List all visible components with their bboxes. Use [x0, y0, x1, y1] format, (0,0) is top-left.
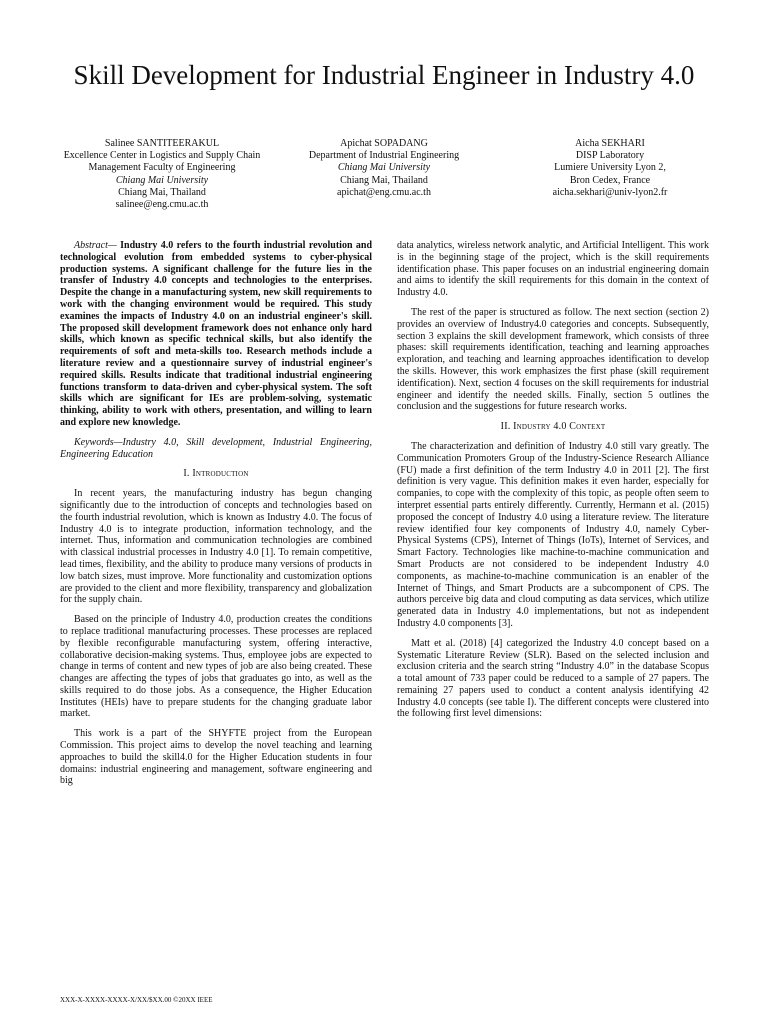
keywords: Keywords—Industry 4.0, Skill development, Industrial Engineering, Engineering Education — [60, 436, 372, 460]
paper-title: Skill Development for Industrial Engineer in Industry 4.0 — [73, 60, 695, 91]
author-email: salinee@eng.cmu.ac.th — [115, 199, 209, 211]
author-block — [272, 138, 496, 199]
paragraph: Matt et al. (2018) [4] categorized the Industry 4.0 concept based on a Systematic Literature Review (SLR). Based on the selected inclusion and exclusion criteria and the search string “Industry 4.0” in the database Scopus a total amount of 733 paper could be reduced to a sample of 27 papers. The remaining 27 papers used to conduct a content analysis identifying 42 Industry 4.0 concepts (see table I). The different concepts were clustered into the following first level dimensions: — [397, 637, 709, 720]
paragraph: Based on the principle of Industry 4.0, production creates the conditions to replace traditional manufacturing processes. These processes are replaced by flexible reconfigurable manufacturing system, offering interactive, collaborative decision-making systems. Thus, employee jobs are expected to change in terms of content and new types of job are also being created. These changes are affecting the types of jobs that graduates go into, as well as the skills required to do those jobs. As a consequence, the Higher Education Institutes (HEIs) have to prepare students for the changing graduate labor market. — [60, 614, 372, 720]
author-university: Chiang Mai University — [337, 162, 431, 174]
paragraph: The characterization and definition of Industry 4.0 still vary greatly. The Communication Promoters Group of the Industry-Science Research Alliance (FU) made a first definition of the term Industry 4.0 in 2011 [2]. The first definition is very vague. This definition makes it even harder, especially for companies, to cope with the complexity of this topic, as people often seem to interpret essential parts entirely differently. Currently, Hermann et al. (2015) proposed the concept of Industry 4.0 using a literature review. The literature review identified four key components of Industry 4.0, namely Cyber-Physical Systems (CPS), Internet of Things (IoTs), Internet of Services, and Smart Factory. Technologies like machine-to-machine communication and Smart Products are not considered to be independent Industry 4.0 components, as machine-to-machine communication is an enabler of the Internet of Things, and Smart Products are a subcomponent of CPS. The authors perceive big data and cloud computing as data services, which utilize generated data in Industry 4.0 implementations, but not as independent Industry 4.0 components [3]. — [397, 440, 709, 629]
abstract-label: Abstract— — [74, 240, 117, 251]
author-block — [52, 138, 272, 211]
author-affiliation: Department of Industrial Engineering — [308, 150, 460, 162]
author-email: aicha.sekhari@univ-lyon2.fr — [552, 186, 668, 198]
author-location: Bron Cedex, France — [569, 174, 651, 186]
author-location: Chiang Mai, Thailand — [340, 174, 428, 186]
right-column — [397, 240, 709, 728]
paragraph: This work is a part of the SHYFTE project from the European Commission. This project aims to develop the novel teaching and learning approaches to build the skill4.0 for the Higher Education students in four domains: industrial engineering and management, software engineering and big — [60, 728, 372, 787]
author-name: Apichat SOPADANG — [340, 138, 428, 149]
paragraph: In recent years, the manufacturing industry has begun changing significantly due to the introduction of concepts and technologies based on the fourth industrial revolution, which is known as Industry 4.0. The focus of Industry 4.0 is to integrate production, information technology, and the internet. Thus, information and communication technologies are combined with classical industrial processes in Industry 4.0 [1]. To remain competitive, lead times, flexibility, and the ability to produce many versions of products in low batch sizes, must improve. More functionality and customization options are provided to the client and more flexibility, transparency and globalization for the supply chain. — [60, 488, 372, 606]
author-email: apichat@eng.cmu.ac.th — [337, 186, 431, 198]
author-name: Aicha SEKHARI — [575, 138, 645, 149]
author-block — [500, 138, 720, 199]
paragraph: data analytics, wireless network analytic, and Artificial Intelligent. This work is in the beginning stage of the project, which is the skill requirements identification phase. This paper focuses on an industrial engineering domain and aims to identify the skill requirements for this domain in the context of Industry 4.0. — [397, 240, 709, 299]
abstract — [60, 240, 372, 429]
author-location: Chiang Mai, Thailand — [118, 186, 206, 198]
left-column — [60, 240, 372, 795]
section-heading-introduction: I. Introduction — [183, 468, 249, 480]
author-name: Salinee SANTITEERAKUL — [104, 138, 220, 149]
abstract-text: Industry 4.0 refers to the fourth industrial revolution and technological evolution from embedded systems to cyber-physical production systems. A significant challenge for the future lies in the transfer of Industry 4.0 concepts and technologies to the enterprises. Despite the change in a manufacturing system, new skill requirements to work with the changing environment would be required. This study examines the impacts of Industry 4.0 on an industrial engineer's skill. The proposed skill development framework does not enhance only hard skills, which known as specific technical skills, but also identify the requirements of soft and meta-skills too. Research methods include a literature review and a questionnaire survey of industrial engineer's required skills. Results indicate that traditional industrial engineering functions transform to data-driven and cyber-physical system. The soft skills which are significant for IEs are problem-solving, systematic thinking, ability to work with others, presentation, and willing to learn and explore new knowledge. — [60, 240, 373, 428]
author-university: Lumiere University Lyon 2, — [554, 162, 666, 174]
author-affiliation: DISP Laboratory — [575, 150, 645, 162]
copyright-footer: XXX-X-XXXX-XXXX-X/XX/$XX.00 ©20XX IEEE — [60, 996, 213, 1004]
author-university: Chiang Mai University — [115, 174, 209, 186]
author-affiliation: Excellence Center in Logistics and Supply Chain Management Faculty of Engineering — [63, 150, 261, 174]
paragraph: The rest of the paper is structured as follow. The next section (section 2) provides an overview of Industry4.0 categories and concepts. Subsequently, section 3 explains the skill development framework, which consists of three phases: skill requirements identification, teaching and learning approaches exploration, and teaching and learning approaches identification to develop the skills. However, this work emphasizes the first phase (skill requirement identification). Next, section 4 focuses on the skill requirements for industrial engineer and identify the needed skills. Finally, section 5 outlines the conclusion and the suggestions for future research works. — [397, 306, 709, 413]
section-heading-industry-context: II. Industry 4.0 Context — [500, 421, 606, 433]
